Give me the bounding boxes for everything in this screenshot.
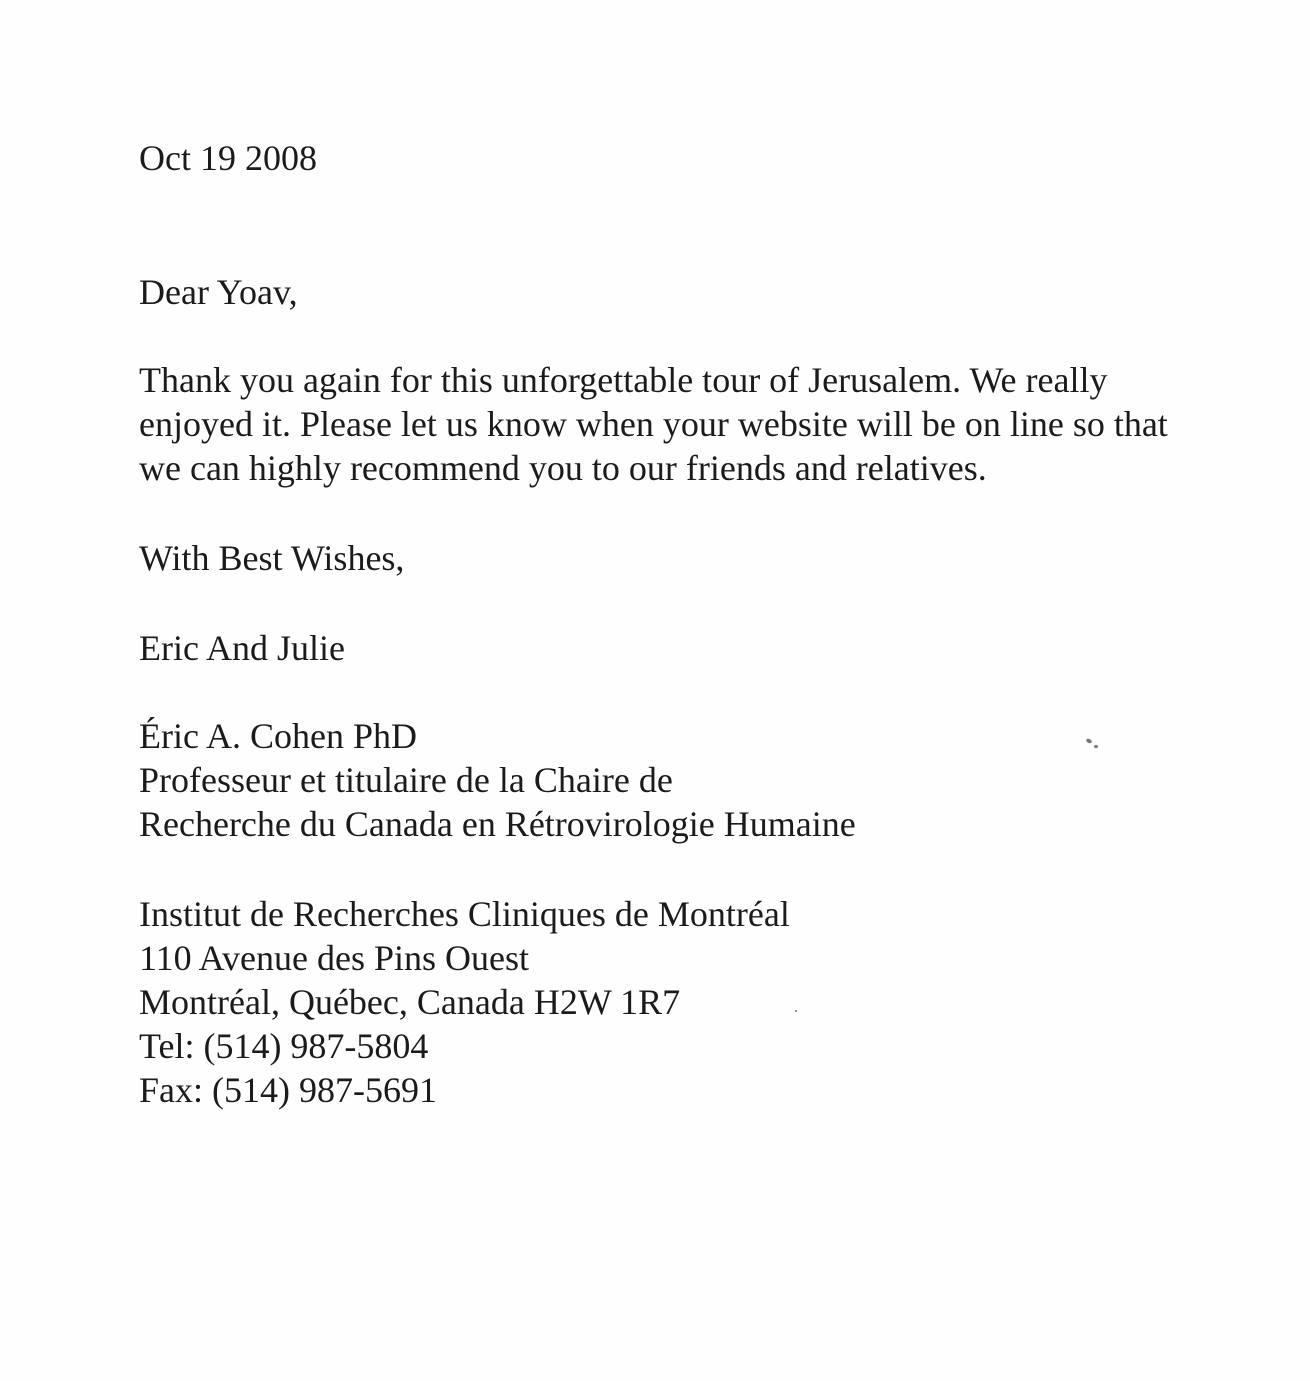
city-line: Montréal, Québec, Canada H2W 1R7: [139, 982, 681, 1022]
scan-speck: [1085, 738, 1092, 744]
scan-speck: [795, 1010, 797, 1012]
telephone: Tel: (514) 987-5804: [139, 1026, 429, 1066]
institution-name: Institut de Recherches Cliniques de Montréal: [139, 894, 790, 934]
closing: With Best Wishes,: [139, 538, 405, 578]
address-block: [139, 892, 790, 1112]
sender-title-line-2: Recherche du Canada en Rétrovirologie Humaine: [139, 804, 856, 844]
body-paragraph: [139, 358, 1168, 490]
sender-name: Éric A. Cohen PhD: [139, 716, 417, 756]
body-line-1: Thank you again for this unforgettable tour of Jerusalem. We really: [139, 360, 1108, 400]
salutation: Dear Yoav,: [139, 272, 298, 312]
letter-date: Oct 19 2008: [139, 138, 317, 178]
sender-block: [139, 714, 856, 846]
street-address: 110 Avenue des Pins Ouest: [139, 938, 529, 978]
body-line-2: enjoyed it. Please let us know when your website will be on line so that: [139, 404, 1168, 444]
signature-names: Eric And Julie: [139, 628, 345, 668]
sender-title-line-1: Professeur et titulaire de la Chaire de: [139, 760, 673, 800]
fax: Fax: (514) 987-5691: [139, 1070, 437, 1110]
body-line-3: we can highly recommend you to our friends and relatives.: [139, 448, 987, 488]
scan-speck: [1094, 745, 1098, 748]
